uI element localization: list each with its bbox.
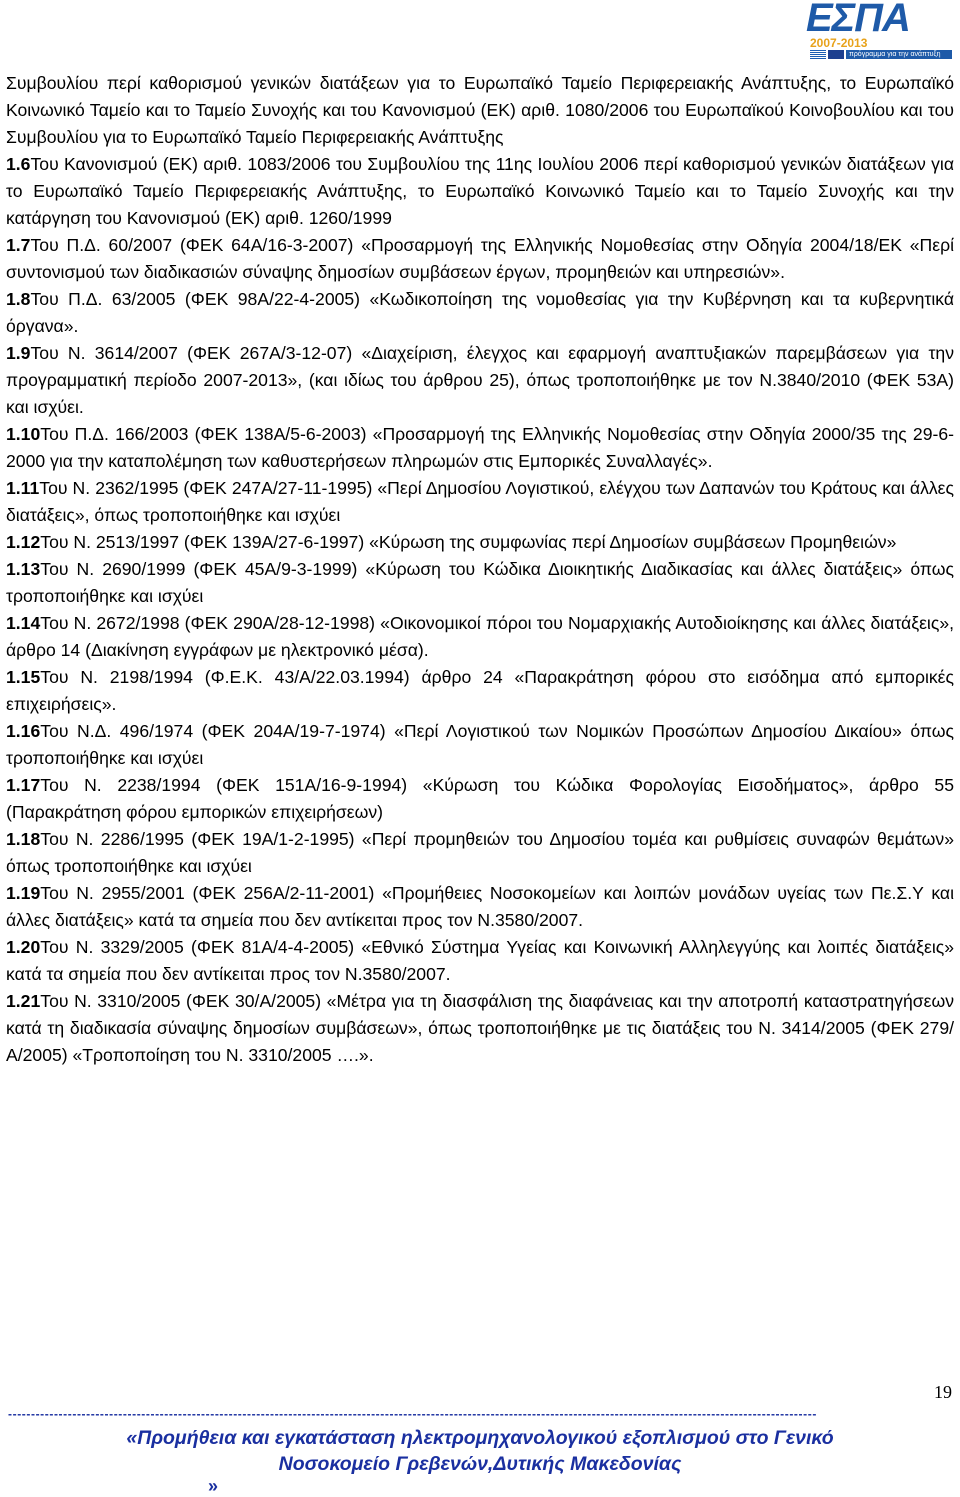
paragraph-1-9: 1.9Του Ν. 3614/2007 (ΦΕΚ 267Α/3-12-07) «Διαχείριση, έλεγχος και εφαρμογή αναπτυξιακών παρεμβάσεων για την προγραμματική περίοδο 2007-2013», (και ιδίως του άρθρου 25), όπως τροποποιήθηκε με τον Ν.3840/2010 (ΦΕΚ 53Α) και ισχύει. bbox=[6, 343, 954, 417]
paragraph-1-19: 1.19Του Ν. 2955/2001 (ΦΕΚ 256Α/2-11-2001) «Προμήθειες Νοσοκομείων και λοιπών μονάδων υγείας των Πε.Σ.Υ και άλλες διατάξεις» κατά τα σημεία που δεν αντίκειται προς τον Ν.3580/2007. bbox=[6, 883, 954, 930]
footer-title bbox=[0, 1425, 960, 1477]
logo-years: 2007-2013 bbox=[810, 36, 868, 50]
logo-bar-text: πρόγραμμα για την ανάπτυξη bbox=[846, 50, 952, 59]
paragraph-1-11: 1.11Του Ν. 2362/1995 (ΦΕΚ 247Α/27-11-1995) «Περί Δημοσίου Λογιστικού, ελέγχου των Δαπανών του Κράτους και άλλες διατάξεις», όπως τροποποιήθηκε και ισχύει bbox=[6, 478, 954, 525]
footer-line-2: Νοσοκομείο Γρεβενών,Δυτικής Μακεδονίας bbox=[278, 1453, 682, 1475]
paragraph-1-20: 1.20Του Ν. 3329/2005 (ΦΕΚ 81Α/4-4-2005) «Εθνικό Σύστημα Υγείας και Κοινωνική Αλληλεγγύης και λοιπές διατάξεις» κατά τα σημεία που δεν αντίκειται προς τον Ν.3580/2007. bbox=[6, 937, 954, 984]
paragraph-1-13: 1.13Του Ν. 2690/1999 (ΦΕΚ 45Α/9-3-1999) «Κύρωση του Κώδικα Διοικητικής Διαδικασίας και άλλες διατάξεις» όπως τροποποιήθηκε και ισχύει bbox=[6, 559, 954, 606]
footer-line-1: «Προμήθεια και εγκατάσταση ηλεκτρομηχανολογικού εξοπλισμού στο Γενικό bbox=[126, 1427, 834, 1449]
logo-title: ΕΣΠΑ bbox=[806, 0, 910, 40]
paragraph-1-18: 1.18Του Ν. 2286/1995 (ΦΕΚ 19Α/1-2-1995) «Περί προμηθειών του Δημοσίου τομέα και ρυθμίσεις συναφών θεμάτων» όπως τροποποιήθηκε και ισχύει bbox=[6, 829, 954, 876]
paragraph-1-10: 1.10Του Π.Δ. 166/2003 (ΦΕΚ 138Α/5-6-2003) «Προσαρμογή της Ελληνικής Νομοθεσίας στην Οδηγία 2000/35 της 29-6-2000 για την καταπολέμηση των καθυστερήσεων πληρωμών στις Εμπορικές Συναλλαγές». bbox=[6, 424, 954, 471]
paragraph-1-8: 1.8Του Π.Δ. 63/2005 (ΦΕΚ 98Α/22-4-2005) «Κωδικοποίηση της νομοθεσίας για την Κυβέρνηση και τα κυβερνητικά όργανα». bbox=[6, 289, 954, 336]
eu-flag-icon bbox=[828, 50, 844, 59]
page-number: 19 bbox=[934, 1382, 952, 1402]
paragraph-1-6: 1.6Του Κανονισμού (ΕΚ) αριθ. 1083/2006 του Συμβουλίου της 11ης Ιουλίου 2006 περί καθορισμού γενικών διατάξεων για το Ευρωπαϊκό Ταμείο Περιφερειακής Ανάπτυξης, το Ευρωπαϊκό Κοινωνικό Ταμείο και το Ταμείο Συνοχής και την κατάργηση του Κανονισμού (ΕΚ) αριθ. 1260/1999 bbox=[6, 154, 954, 228]
paragraph-1-12: 1.12Του Ν. 2513/1997 (ΦΕΚ 139Α/27-6-1997) «Κύρωση της συμφωνίας περί Δημοσίων συμβάσεων Προμηθειών» bbox=[6, 532, 897, 552]
footer-closing-quote: » bbox=[208, 1476, 219, 1496]
paragraph-1-21: 1.21Του Ν. 3310/2005 (ΦΕΚ 30/Α/2005) «Μέτρα για τη διασφάλιση της διαφάνειας και την αποτροπή καταστρατηγήσεων κατά τη διαδικασία σύναψης δημοσίων συμβάσεων», όπως τροποποιήθηκε με τις διατάξεις του Ν. 3414/2005 (ΦΕΚ 279/Α/2005) «Τροποποίηση του Ν. 3310/2005 ….». bbox=[6, 991, 954, 1065]
footer-divider: -------------------------------------------------------------------------------------------------------------------------------------------------------------------------------- bbox=[8, 1407, 817, 1421]
espa-logo bbox=[806, 2, 954, 58]
paragraph-1-14: 1.14Του Ν. 2672/1998 (ΦΕΚ 290Α/28-12-1998) «Οικονομικοί πόροι του Νομαρχιακής Αυτοδιοίκησης και άλλες διατάξεις», άρθρο 14 (Διακίνηση εγγράφων με ηλεκτρονικό μέσα). bbox=[6, 613, 954, 660]
paragraph-0: Συμβουλίου περί καθορισμού γενικών διατάξεων για το Ευρωπαϊκό Ταμείο Περιφερειακής Ανάπτυξης, το Ευρωπαϊκό Κοινωνικό Ταμείο και το Ταμείο Συνοχής και του Κανονισμού (ΕΚ) αριθ. 1080/2006 του Ευρωπαϊκού Κοινοβουλίου και του Συμβουλίου για το Ευρωπαϊκό Ταμείο Περιφερειακής Ανάπτυξης bbox=[6, 73, 954, 147]
paragraph-1-15: 1.15Του Ν. 2198/1994 (Φ.Ε.Κ. 43/Α/22.03.1994) άρθρο 24 «Παρακράτηση φόρου στο εισόδημα από εμπορικές επιχειρήσεις». bbox=[6, 667, 954, 714]
paragraph-1-7: 1.7Του Π.Δ. 60/2007 (ΦΕΚ 64Α/16-3-2007) «Προσαρμογή της Ελληνικής Νομοθεσίας στην Οδηγία 2004/18/ΕΚ «Περί συντονισμού των διαδικασιών σύναψης δημοσίων συμβάσεων έργων, προμηθειών και υπηρεσιών». bbox=[6, 235, 954, 282]
greek-flag-icon bbox=[810, 50, 826, 59]
paragraph-1-16: 1.16Του Ν.Δ. 496/1974 (ΦΕΚ 204Α/19-7-1974) «Περί Λογιστικού των Νομικών Προσώπων Δημοσίου Δικαίου» όπως τροποποιήθηκε και ισχύει bbox=[6, 721, 954, 768]
document-body bbox=[6, 70, 954, 1069]
paragraph-1-17: 1.17Του Ν. 2238/1994 (ΦΕΚ 151Α/16-9-1994) «Κύρωση του Κώδικα Φορολογίας Εισοδήματος», άρθρο 55 (Παρακράτηση φόρου εμπορικών επιχειρήσεων) bbox=[6, 775, 954, 822]
